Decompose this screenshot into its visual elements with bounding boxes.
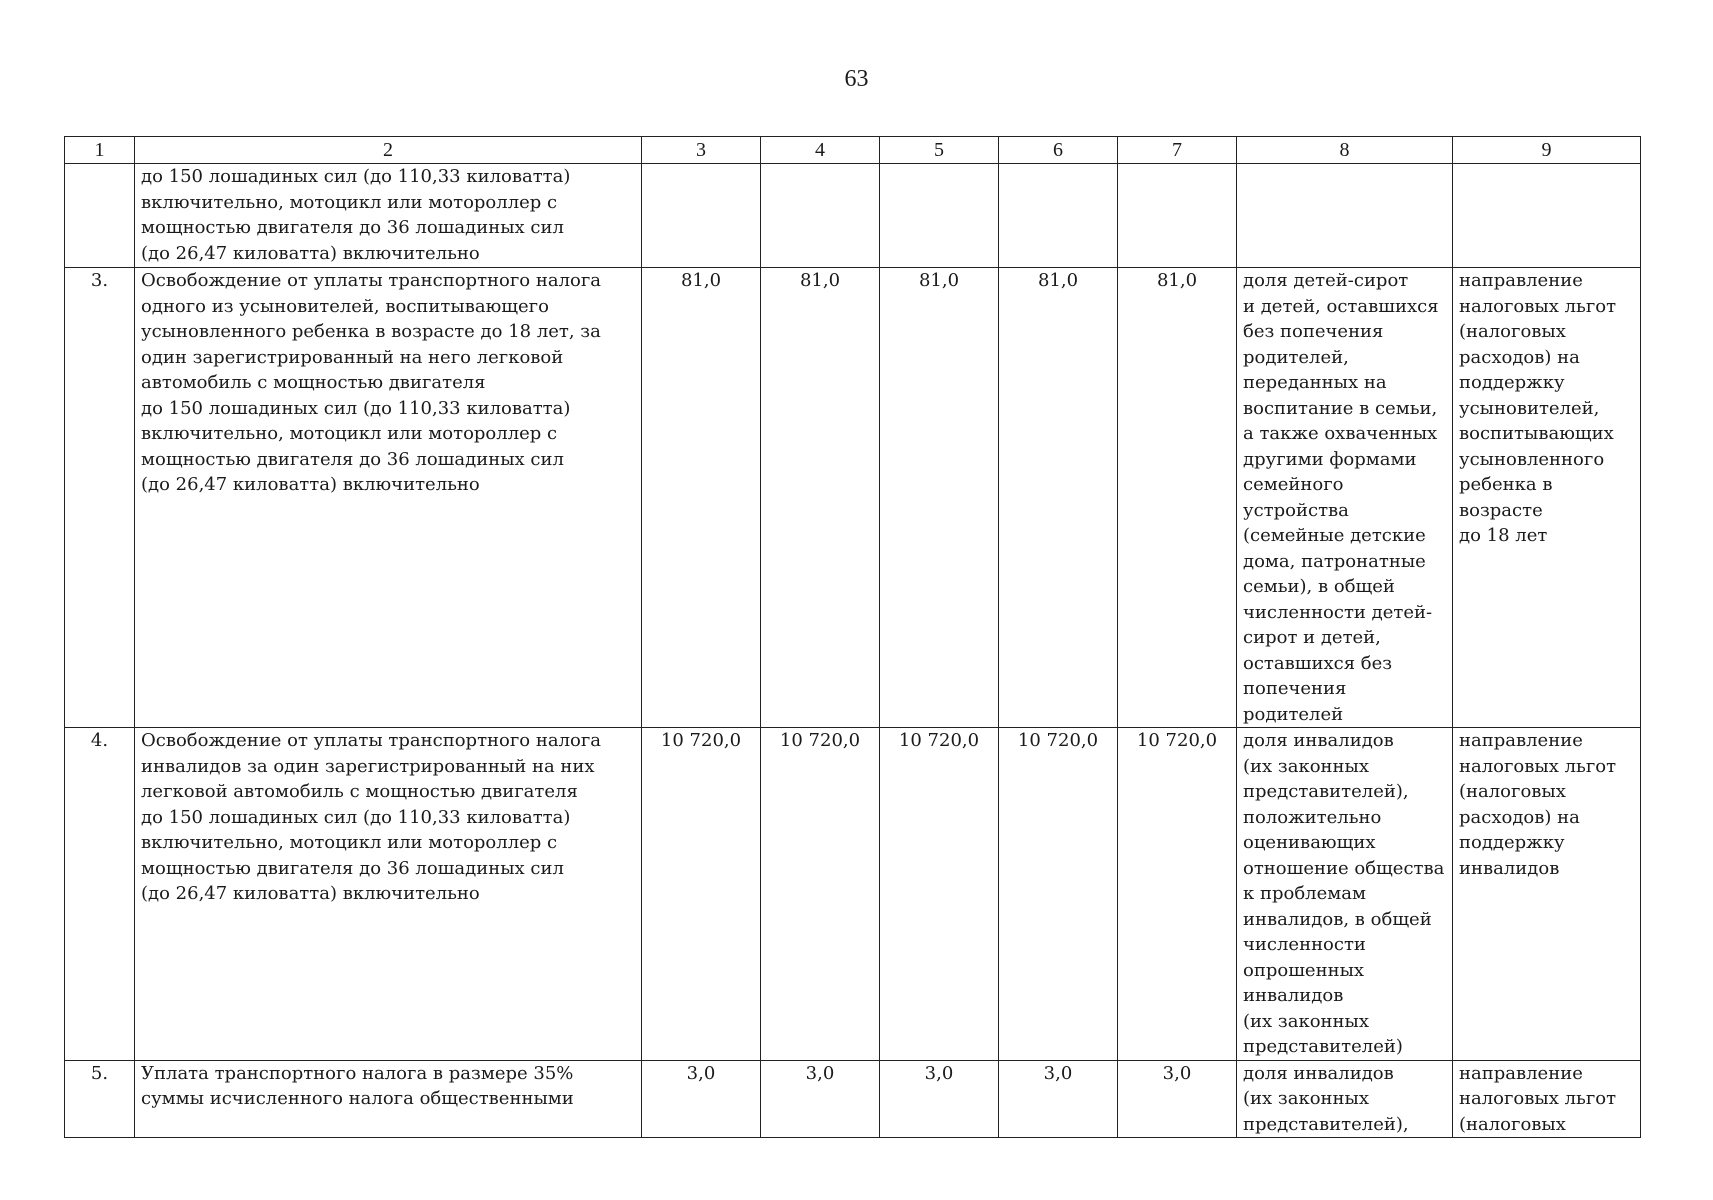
indicator-cell: доля детей-сирот и детей, оставшихся без попечения родителей, переданных на воспитание в семьи, а также охваченных другими формами семейного устройства (семейные детские дома, патронатные семьи), в общей численности детей- сирот и детей, оставшихся без попечения родителей	[1237, 268, 1453, 728]
direction-cell: направление налоговых льгот (налоговых расходов) на поддержку инвалидов	[1453, 728, 1641, 1061]
indicator-cell: доля инвалидов (их законных представителей),	[1237, 1060, 1453, 1138]
column-number-4: 4	[761, 137, 880, 164]
value-cell	[1118, 164, 1237, 268]
benefit-description: Освобождение от уплаты транспортного налога одного из усыновителей, воспитывающего усыновленного ребенка в возрасте до 18 лет, за один зарегистрированный на него легковой автомобиль с мощностью двигателя до 150 лошадиных сил (до 110,33 киловатта) включительно, мотоцикл или мотороллер с мощностью двигателя до 36 лошадиных сил (до 26,47 киловатта) включительно	[135, 268, 642, 728]
column-number-2: 2	[135, 137, 642, 164]
direction-cell	[1453, 164, 1641, 268]
value-cell	[999, 164, 1118, 268]
benefit-description: Освобождение от уплаты транспортного налога инвалидов за один зарегистрированный на них легковой автомобиль с мощностью двигателя до 150 лошадиных сил (до 110,33 киловатта) включительно, мотоцикл или мотороллер с мощностью двигателя до 36 лошадиных сил (до 26,47 киловатта) включительно	[135, 728, 642, 1061]
column-number-7: 7	[1118, 137, 1237, 164]
value-cell: 10 720,0	[999, 728, 1118, 1061]
indicator-cell	[1237, 164, 1453, 268]
value-cell: 81,0	[642, 268, 761, 728]
benefit-description: Уплата транспортного налога в размере 35% суммы исчисленного налога общественными	[135, 1060, 642, 1138]
direction-cell: направление налоговых льгот (налоговых расходов) на поддержку усыновителей, воспитывающих усыновленного ребенка в возрасте до 18 лет	[1453, 268, 1641, 728]
column-number-5: 5	[880, 137, 999, 164]
indicator-cell: доля инвалидов (их законных представителей), положительно оценивающих отношение общества к проблемам инвалидов, в общей численности опрошенных инвалидов (их законных представителей)	[1237, 728, 1453, 1061]
value-cell: 10 720,0	[642, 728, 761, 1061]
table-row	[65, 1060, 1641, 1138]
row-number: 5.	[65, 1060, 135, 1138]
value-cell	[761, 164, 880, 268]
value-cell: 10 720,0	[1118, 728, 1237, 1061]
value-cell: 10 720,0	[761, 728, 880, 1061]
table-row	[65, 268, 1641, 728]
value-cell	[642, 164, 761, 268]
value-cell: 3,0	[1118, 1060, 1237, 1138]
value-cell	[880, 164, 999, 268]
table-row	[65, 728, 1641, 1061]
row-number: 4.	[65, 728, 135, 1061]
column-number-6: 6	[999, 137, 1118, 164]
value-cell: 10 720,0	[880, 728, 999, 1061]
value-cell: 81,0	[1118, 268, 1237, 728]
benefit-description: до 150 лошадиных сил (до 110,33 киловатта) включительно, мотоцикл или мотороллер с мощностью двигателя до 36 лошадиных сил (до 26,47 киловатта) включительно	[135, 164, 642, 268]
column-number-9: 9	[1453, 137, 1641, 164]
direction-cell: направление налоговых льгот (налоговых	[1453, 1060, 1641, 1138]
column-number-1: 1	[65, 137, 135, 164]
value-cell: 81,0	[880, 268, 999, 728]
value-cell: 3,0	[999, 1060, 1118, 1138]
row-number: 3.	[65, 268, 135, 728]
value-cell: 81,0	[999, 268, 1118, 728]
table-row	[65, 164, 1641, 268]
value-cell: 3,0	[761, 1060, 880, 1138]
value-cell: 81,0	[761, 268, 880, 728]
column-number-3: 3	[642, 137, 761, 164]
value-cell: 3,0	[642, 1060, 761, 1138]
column-number-8: 8	[1237, 137, 1453, 164]
tax-benefits-table	[64, 136, 1641, 1138]
row-number	[65, 164, 135, 268]
column-numbers-row	[65, 137, 1641, 164]
value-cell: 3,0	[880, 1060, 999, 1138]
page-number: 63	[844, 66, 869, 92]
